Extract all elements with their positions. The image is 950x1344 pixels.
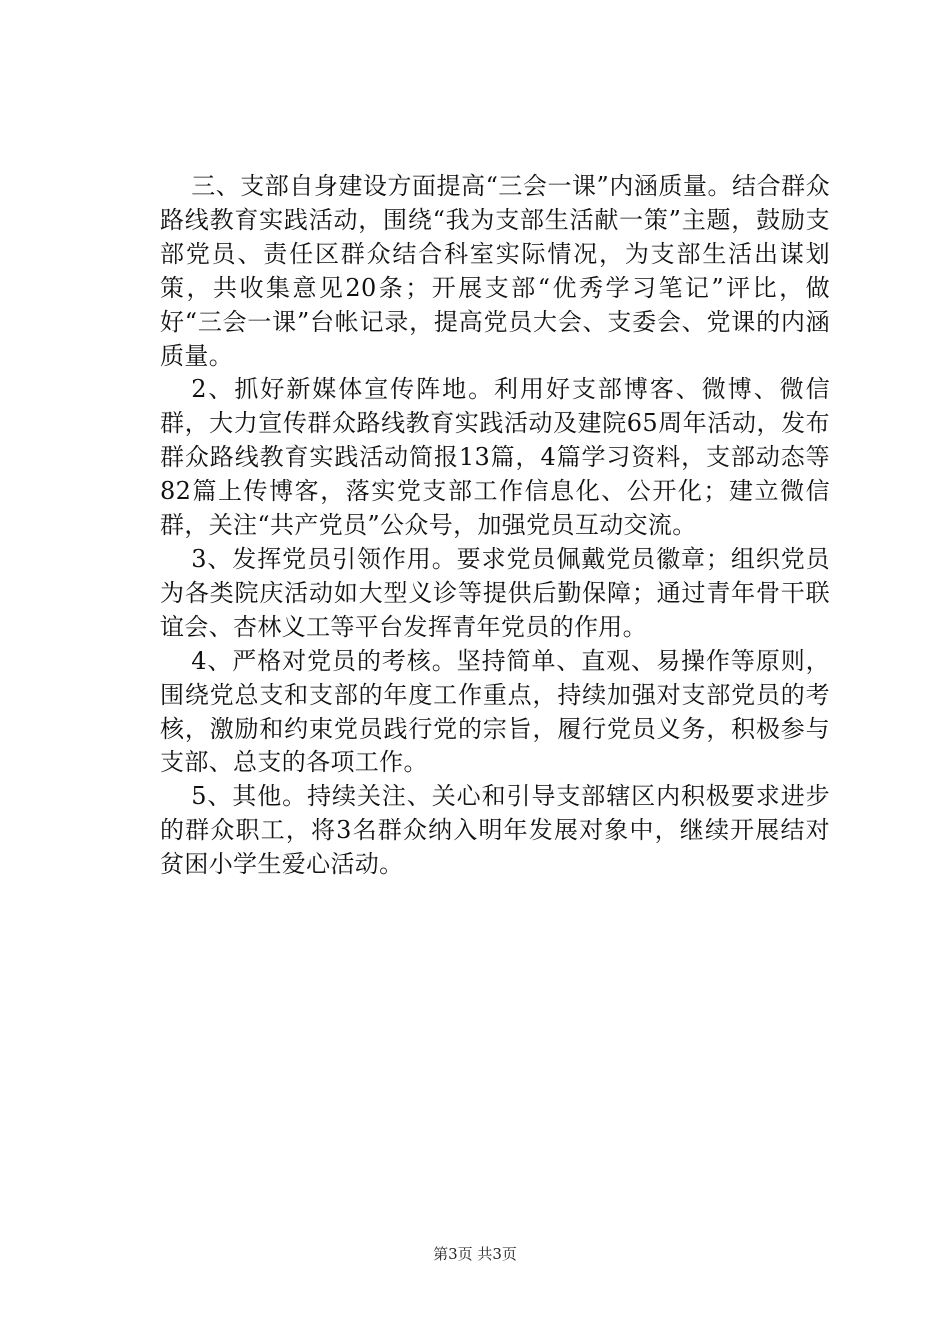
paragraph-party-member-assessment: 4、严格对党员的考核。坚持简单、直观、易操作等原则，围绕党总支和支部的年度工作重点，持续加强对支部党员的考核，激励和约束党员践行党的宗旨，履行党员义务，积极参与支部、总支的各项工作。 (160, 646, 830, 777)
document-body (160, 170, 830, 882)
page-number-footer: 第3页 共3页 (433, 1245, 517, 1263)
paragraph-party-branch-self-construction: 三、支部自身建设方面提高“三会一课”内涵质量。结合群众路线教育实践活动，围绕“我为支部生活献一策”主题，鼓励支部党员、责任区群众结合科室实际情况，为支部生活出谋划策，共收集意见20条；开展支部“优秀学习笔记”评比，做好“三会一课”台帐记录，提高党员大会、支委会、党课的内涵质量。 (160, 172, 830, 370)
paragraph-party-member-leading-role: 3、发挥党员引领作用。要求党员佩戴党员徽章；组织党员为各类院庆活动如大型义诊等提供后勤保障；通过青年骨干联谊会、杏林义工等平台发挥青年党员的作用。 (160, 544, 830, 641)
paragraph-new-media-publicity: 2、抓好新媒体宣传阵地。利用好支部博客、微博、微信群，大力宣传群众路线教育实践活动及建院65周年活动，发布群众路线教育实践活动简报13篇，4篇学习资料，支部动态等82篇上传博客，落实党支部工作信息化、公开化；建立微信群，关注“共产党员”公众号，加强党员互动交流。 (160, 375, 830, 540)
paragraph-other-work: 5、其他。持续关注、关心和引导支部辖区内积极要求进步的群众职工，将3名群众纳入明年发展对象中，继续开展结对贫困小学生爱心活动。 (160, 782, 830, 879)
